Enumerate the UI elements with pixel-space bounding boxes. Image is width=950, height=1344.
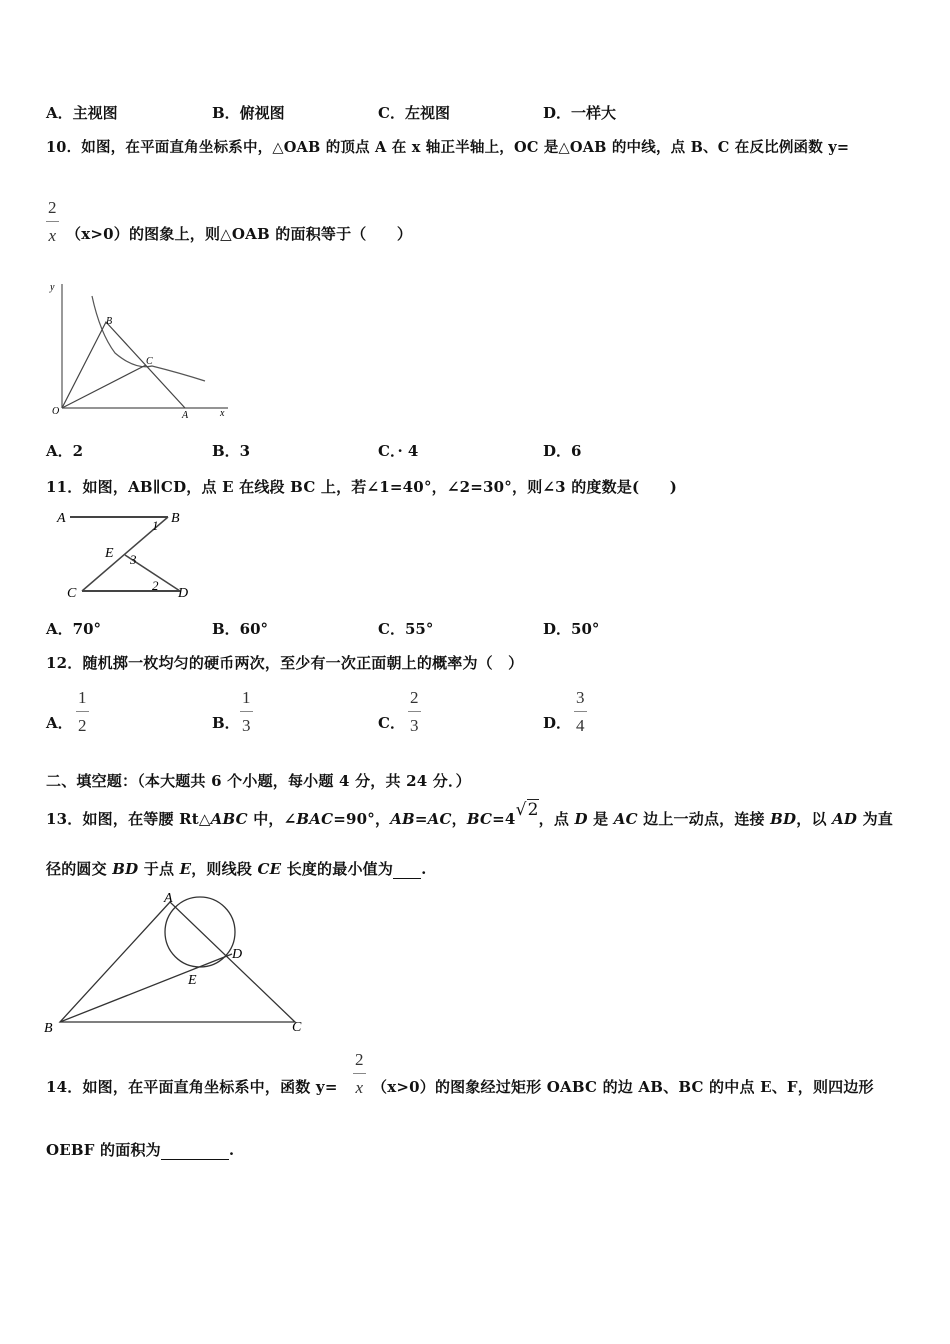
- text: 是: [587, 810, 614, 828]
- q10-question-line2: （x>0）的图象上，则△OAB 的面积等于（ ）: [66, 225, 413, 243]
- answer-blank[interactable]: [161, 1141, 229, 1160]
- label-b: B: [44, 1021, 53, 1035]
- text: AB=AC: [390, 810, 452, 828]
- q11-option-c: C．55°: [378, 620, 434, 638]
- q12-option-b-fraction: [240, 688, 253, 736]
- label-a: A: [182, 410, 189, 421]
- fraction-numerator: 2: [353, 1050, 366, 1074]
- text: BD: [112, 860, 139, 878]
- q12-question: 12．随机掷一枚均匀的硬币两次，至少有一次正面朝上的概率为（ ）: [46, 654, 524, 672]
- q10-option-a: A．2: [46, 442, 84, 460]
- q13-figure: [40, 890, 315, 1035]
- text: 为直: [857, 810, 893, 828]
- sqrt-two: [516, 800, 539, 820]
- text: ，以: [796, 810, 833, 828]
- q12-option-c-fraction: [408, 688, 421, 736]
- q10-figure: [40, 278, 235, 428]
- q12-option-d-fraction: [574, 688, 587, 736]
- q10-question-line1: 10．如图，在平面直角坐标系中，△OAB 的顶点 A 在 x 轴正半轴上，OC 是△OAB 的中线，点 B、C 在反比例函数 y=: [46, 139, 850, 156]
- angle-2-label: 2: [152, 578, 159, 593]
- text: ABC: [210, 810, 248, 828]
- fraction-denominator: 3: [410, 716, 419, 735]
- line-bd: [60, 954, 232, 1022]
- text: ，: [451, 810, 467, 828]
- text: 边上一动点，连接: [637, 810, 771, 828]
- label-c: C: [292, 1020, 302, 1035]
- section-heading-fill-in: 二、填空题：（本大题共 6 个小题，每小题 4 分，共 24 分．）: [46, 772, 471, 790]
- q11-option-d: D．50°: [543, 620, 600, 638]
- q14-fraction: [353, 1050, 366, 1098]
- text: BD: [770, 810, 797, 828]
- q12-option-b-label: B．: [212, 714, 240, 732]
- fraction-denominator: 2: [78, 716, 87, 735]
- q10-fraction: [46, 198, 59, 246]
- text: .: [421, 860, 427, 878]
- text: BAC: [296, 810, 334, 828]
- q13-question-line1: [46, 800, 893, 829]
- text: AD: [832, 810, 858, 828]
- text: 13．如图，在等腰 Rt△: [46, 810, 211, 828]
- q12-option-a-label: A．: [46, 714, 73, 732]
- fraction-numerator: 3: [574, 688, 587, 712]
- label-e: E: [188, 973, 197, 988]
- fraction-numerator: 2: [46, 198, 59, 222]
- label-b: B: [171, 511, 180, 526]
- triangle-abc: [60, 902, 295, 1022]
- label-y: y: [50, 282, 55, 293]
- q12-option-d-label: D．: [543, 714, 572, 732]
- label-a: A: [164, 891, 173, 906]
- q10-option-c: C．· 4: [378, 442, 419, 460]
- q9-option-d: D．一样大: [543, 104, 617, 122]
- text: .: [228, 1141, 235, 1159]
- q9-option-c: C．左视图: [378, 104, 450, 122]
- q14-question-line1-b: （x>0）的图象经过矩形 OABC 的边 AB、BC 的中点 E、F，则四边形: [372, 1078, 874, 1096]
- q9-option-a: A．主视图: [46, 104, 118, 122]
- text: BC: [466, 810, 493, 828]
- q11-question: 11．如图，AB∥CD，点 E 在线段 BC 上，若∠1=40°，∠2=30°，则∠3 的度数是( ): [46, 478, 678, 496]
- label-b: B: [106, 316, 113, 327]
- text: 于点: [138, 860, 180, 878]
- text: OEBF 的面积为: [46, 1141, 161, 1159]
- q13-question-line2: [46, 858, 427, 879]
- text: 径的圆交: [46, 860, 113, 878]
- q10-option-d: D．6: [543, 442, 582, 460]
- text: AC: [613, 810, 638, 828]
- text: ，则线段: [191, 860, 258, 878]
- q11-option-b: B．60°: [212, 620, 269, 638]
- label-x: x: [220, 408, 225, 419]
- q9-option-b: B．俯视图: [212, 104, 285, 122]
- text: E: [179, 860, 192, 878]
- label-o: O: [52, 406, 60, 417]
- label-d: D: [232, 947, 243, 962]
- q10-option-b: B．3: [212, 442, 251, 460]
- label-e: E: [105, 546, 114, 561]
- q12-option-c-label: C．: [378, 714, 405, 732]
- fraction-numerator: 2: [408, 688, 421, 712]
- text: =4: [492, 810, 516, 828]
- fraction-numerator: 1: [76, 688, 89, 712]
- fraction-denominator: 3: [242, 716, 251, 735]
- answer-blank[interactable]: [393, 860, 421, 879]
- fraction-denominator: 4: [576, 716, 585, 735]
- label-d: D: [178, 586, 189, 601]
- fraction-denominator: x: [48, 226, 57, 245]
- text: ，点: [538, 810, 575, 828]
- text: D: [574, 810, 588, 828]
- q12-option-a-fraction: [76, 688, 89, 736]
- sqrt-radicand: 2: [527, 800, 539, 820]
- text: 中，∠: [247, 810, 297, 828]
- text: CE: [257, 860, 282, 878]
- q11-option-a: A．70°: [46, 620, 102, 638]
- fraction-numerator: 1: [240, 688, 253, 712]
- label-c: C: [146, 356, 153, 367]
- sqrt-symbol: √: [515, 800, 527, 820]
- label-c: C: [67, 586, 77, 601]
- angle-1-label: 1: [152, 518, 159, 533]
- label-a: A: [57, 511, 66, 526]
- angle-3-label: 3: [130, 552, 137, 567]
- text: 长度的最小值为: [281, 860, 394, 878]
- q11-figure: [50, 505, 200, 605]
- q14-question-line2: [46, 1139, 234, 1160]
- fraction-denominator: x: [355, 1078, 364, 1097]
- q14-question-line1-a: 14．如图，在平面直角坐标系中，函数 y=: [46, 1078, 338, 1096]
- text: =90°，: [333, 810, 391, 828]
